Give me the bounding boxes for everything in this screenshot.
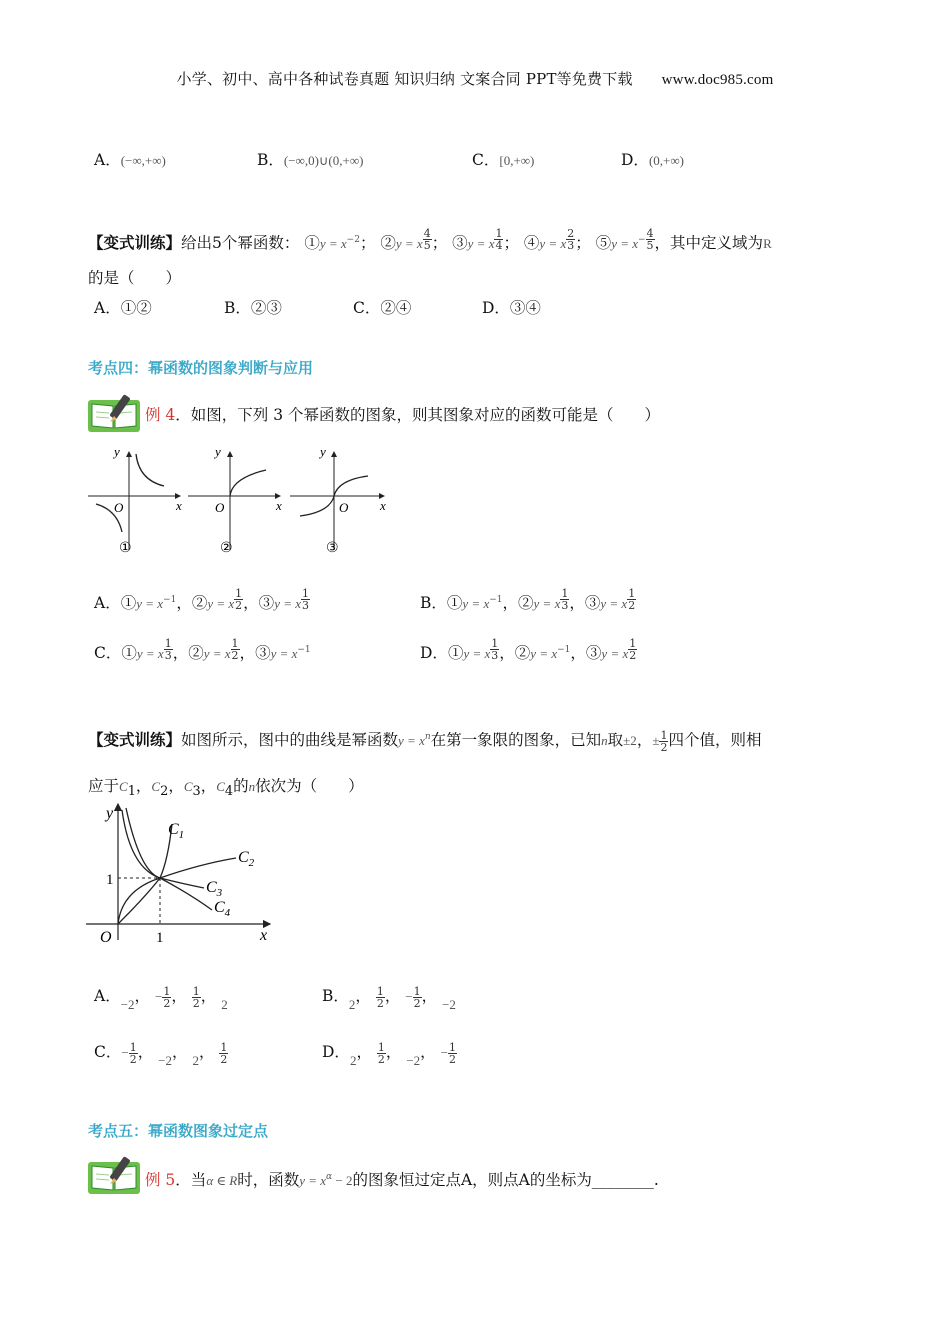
example-label: 例 5 bbox=[145, 1171, 176, 1189]
func-base: y = x bbox=[395, 236, 423, 252]
func-base: y = x bbox=[319, 236, 347, 252]
frac-den: 3 bbox=[561, 599, 569, 612]
graph-2 bbox=[188, 444, 282, 556]
option-label: B． bbox=[420, 594, 447, 613]
item: ② bbox=[518, 594, 534, 613]
domain-symbol: R bbox=[763, 236, 772, 252]
graph-label: ③ bbox=[326, 540, 339, 556]
frac-den: 3 bbox=[164, 649, 172, 662]
func-exp: −1 bbox=[557, 645, 571, 655]
curve bbox=[230, 470, 266, 496]
example4-option-d: D．①y = x $^{\frac{1}{3}}$ ，②y = $x^{-1}$，③y = x $^{\frac{1}{2}}$ bbox=[420, 637, 637, 663]
item: ② bbox=[191, 594, 208, 613]
variant2-graph bbox=[84, 800, 284, 950]
func-base: y = x bbox=[530, 646, 558, 662]
option-label: C． bbox=[94, 644, 122, 663]
exp-fraction bbox=[234, 588, 243, 611]
func-exp: −2 bbox=[346, 235, 360, 245]
stem-text: 应于 bbox=[88, 777, 120, 795]
option-label: C． bbox=[472, 151, 500, 169]
func-num: ⑤ bbox=[595, 234, 612, 253]
func-exp: −1 bbox=[297, 645, 311, 655]
func-base: y = x bbox=[136, 596, 164, 612]
curve-label-c4: $C_4$ bbox=[214, 899, 231, 919]
frac-num: 1 bbox=[628, 587, 636, 600]
func-base: y = x bbox=[463, 646, 491, 662]
variant1-stem-end: 的是（ ） bbox=[88, 269, 182, 287]
variant2-option-d: D．$_2$， $\frac{1}{2}$ ， $_{-2}$， − $\frac{1}{2}$ bbox=[322, 1040, 456, 1068]
frac-den: 3 bbox=[567, 239, 575, 252]
axis-x-label: x bbox=[276, 498, 282, 513]
func-num: ③ bbox=[452, 234, 468, 253]
option-expr: [0,+∞) bbox=[499, 153, 535, 168]
frac-num: 1 bbox=[629, 637, 637, 650]
item: ① bbox=[446, 594, 463, 613]
curve bbox=[136, 454, 164, 486]
func-base: y = x bbox=[274, 596, 301, 612]
item: ③ bbox=[255, 644, 271, 663]
item: ① bbox=[120, 594, 137, 613]
func-base: y = x bbox=[601, 646, 629, 662]
variant2-stem-line2: 应于$C_1$，$C_2$，$C_3$，$C_4$的n依次为（ ） bbox=[88, 777, 364, 800]
func-base: y = x bbox=[270, 646, 298, 662]
prev-option-b bbox=[257, 148, 363, 170]
func-base: y = x bbox=[299, 1173, 327, 1188]
option-label: A． bbox=[94, 151, 121, 169]
prev-option-d bbox=[621, 148, 684, 170]
graph-3 bbox=[290, 444, 386, 556]
axis-y-label: y bbox=[215, 444, 221, 459]
exp-fraction bbox=[231, 638, 240, 661]
variant1-option-b: B．②③ bbox=[224, 299, 282, 317]
tick-one-x: 1 bbox=[156, 930, 164, 946]
func-base: y = x bbox=[136, 646, 164, 662]
option-label: D． bbox=[420, 644, 448, 663]
variant1-stem: 【变式训练】给出5个幂函数： ①y = $x^{-2}$； ②y = x $^{\frac{4}{5}}$ ； ③y = x $^{\frac{1}{4}}$ ； ④y = x $^{\frac{2}{3}}$ ； ⑤y = $x^{- \frac{4}{5}}$ ，其中定义域为R bbox=[88, 227, 772, 253]
condition: α ∈ R bbox=[206, 1173, 238, 1188]
section4-title: 考点四：幂函数的图象判断与应用 bbox=[88, 359, 314, 377]
stem-text: 在第一象限的图象，已知 bbox=[430, 731, 602, 749]
func-tail: − 2 bbox=[332, 1173, 353, 1188]
value-pm2: ±2 bbox=[623, 733, 637, 748]
axis-y-label: y bbox=[320, 444, 326, 459]
origin-label: O bbox=[215, 500, 225, 515]
variant2-option-b: B．$_2$， $\frac{1}{2}$ ， − $\frac{1}{2}$ ， $_{-2}$ bbox=[322, 984, 456, 1012]
func-exp: −1 bbox=[489, 595, 503, 605]
prev-option-a bbox=[94, 148, 166, 170]
variant2-option-c: C．− $\frac{1}{2}$ ， $_{-2}$， $_2$， $\frac{1}{2}$ bbox=[94, 1040, 228, 1068]
example-text: 时，函数 bbox=[237, 1171, 300, 1189]
origin-label: O bbox=[114, 500, 124, 515]
frac-num: 1 bbox=[561, 587, 569, 600]
exp-fraction bbox=[566, 228, 575, 251]
exp-sign: − bbox=[638, 235, 646, 245]
option-expr: (0,+∞) bbox=[648, 153, 684, 168]
example4-stem bbox=[145, 403, 660, 425]
func-num: ④ bbox=[523, 234, 540, 253]
item: ② bbox=[514, 644, 531, 663]
item: ① bbox=[447, 644, 464, 663]
func-base: y = x bbox=[600, 596, 628, 612]
func-num: ② bbox=[380, 234, 396, 253]
axis-y-label: y bbox=[106, 805, 114, 822]
graph-1 bbox=[88, 444, 182, 556]
stem-text: 如图所示，图中的曲线是幂函数 bbox=[181, 731, 399, 749]
frac-num: 2 bbox=[567, 227, 575, 240]
axis-y-label: y bbox=[114, 444, 120, 459]
exp-fraction bbox=[490, 638, 499, 661]
example4-option-b: B．①y = $x^{-1}$，②y = x $^{\frac{1}{3}}$ ，③y = x $^{\frac{1}{2}}$ bbox=[420, 587, 636, 613]
option-label: D． bbox=[322, 1043, 350, 1061]
curve-label-c2: $C_2$ bbox=[238, 849, 255, 869]
exp-fraction bbox=[494, 228, 503, 251]
header-website: www.doc985.com bbox=[661, 72, 774, 88]
curve-name: C bbox=[216, 779, 225, 794]
stem-text: 给出5个幂函数： bbox=[181, 234, 300, 253]
var-n: n bbox=[601, 733, 608, 748]
func-base: y = x bbox=[611, 236, 638, 252]
option-label: A． bbox=[94, 594, 121, 613]
curve-name: C bbox=[183, 779, 193, 794]
variant2-option-a: A．$_{-2}$， − $\frac{1}{2}$ ， $\frac{1}{2}$ ， $_2$ bbox=[94, 984, 228, 1012]
func-exp: α bbox=[326, 1171, 333, 1182]
book-pencil-icon bbox=[86, 392, 144, 434]
frac-num: 4 bbox=[423, 227, 431, 240]
exp-fraction bbox=[560, 588, 569, 611]
frac-num: 1 bbox=[235, 587, 243, 600]
func-base: y = x bbox=[207, 596, 235, 612]
exp-fraction bbox=[627, 588, 636, 611]
frac-num: 1 bbox=[660, 728, 668, 742]
curve-sub: 4 bbox=[224, 784, 234, 800]
exp-fraction bbox=[164, 638, 173, 661]
curve-label-c3: $C_3$ bbox=[206, 879, 223, 899]
func-base: y = x bbox=[539, 236, 567, 252]
variant2-stem-line1: 【变式训练】如图所示，图中的曲线是幂函数$y = x^n$在第一象限的图象，已知n取±2，± $\frac{1}{2}$ 四个值，则相 bbox=[88, 728, 762, 754]
axis-x-label: x bbox=[176, 498, 182, 513]
item: ③ bbox=[585, 644, 602, 663]
stem-text: 取 bbox=[607, 731, 624, 749]
frac-den: 2 bbox=[628, 599, 636, 612]
graph-label: ① bbox=[119, 540, 132, 556]
option-label: C． bbox=[94, 1043, 122, 1061]
axis-x-label: x bbox=[260, 927, 268, 944]
stem-text: 的 bbox=[233, 777, 249, 795]
curve-label-c1: $C_1$ bbox=[168, 821, 185, 841]
frac-den: 3 bbox=[302, 599, 309, 612]
item: ③ bbox=[258, 594, 275, 613]
value-pm: ± bbox=[652, 733, 660, 748]
graph-label: ② bbox=[220, 540, 233, 556]
example-text: ．如图，下列 3 个幂函数的图象，则其图象对应的函数可能是（ ） bbox=[175, 406, 661, 424]
stem-text: ，其中定义域为 bbox=[654, 234, 764, 253]
exp-fraction bbox=[301, 588, 310, 611]
func-exp: −1 bbox=[163, 595, 177, 605]
frac-num: 1 bbox=[495, 227, 503, 240]
option-label: D． bbox=[621, 151, 649, 169]
frac-den: 5 bbox=[646, 239, 654, 252]
page-header bbox=[0, 68, 950, 89]
frac-den: 3 bbox=[491, 649, 499, 662]
example-label: 例 4 bbox=[145, 406, 176, 424]
frac-den: 2 bbox=[235, 599, 243, 612]
frac-num: 1 bbox=[164, 637, 172, 650]
var-n: n bbox=[248, 779, 256, 794]
header-text: 小学、初中、高中各种试卷真题 知识归纳 文案合同 PPT等免费下载 bbox=[176, 70, 633, 88]
item: ② bbox=[188, 644, 204, 663]
variant1-option-d: D．③④ bbox=[482, 299, 541, 317]
frac-num: 1 bbox=[302, 587, 309, 600]
frac-den: 2 bbox=[660, 740, 668, 754]
option-label: B． bbox=[322, 987, 349, 1005]
section5-title: 考点五：幂函数图象过定点 bbox=[88, 1122, 269, 1140]
example-text: 的图象恒过定点A，则点A的坐标为________. bbox=[352, 1171, 659, 1189]
variant1-option-c: C．②④ bbox=[353, 299, 412, 317]
exp-fraction bbox=[423, 228, 432, 251]
exp-fraction bbox=[628, 638, 637, 661]
func-base: y = x bbox=[462, 596, 490, 612]
func-base: y = x bbox=[203, 646, 231, 662]
example4-option-a: A．①y = $x^{-1}$，②y = x $^{\frac{1}{2}}$ ，③y = x $^{\frac{1}{3}}$ bbox=[94, 587, 309, 613]
frac-den: 2 bbox=[231, 649, 239, 662]
func-base: y = x bbox=[467, 236, 495, 252]
curve-c1 bbox=[118, 824, 172, 924]
frac-num: 4 bbox=[646, 227, 654, 240]
variant-tag: 【变式训练】 bbox=[88, 730, 182, 749]
curve-name: C bbox=[151, 779, 161, 794]
frac-num: 1 bbox=[231, 637, 239, 650]
stem-text: 四个值，则相 bbox=[668, 731, 762, 749]
frac-den: 5 bbox=[423, 239, 431, 252]
axis-x-label: x bbox=[380, 498, 386, 513]
example4-option-c: C．①y = x $^{\frac{1}{3}}$ ，②y = x $^{\frac{1}{2}}$ ，③y = $x^{-1}$ bbox=[94, 637, 311, 663]
option-label: B． bbox=[257, 151, 284, 169]
book-pencil-icon bbox=[86, 1154, 144, 1196]
item: ③ bbox=[584, 594, 601, 613]
func-base: y = x bbox=[533, 596, 561, 612]
option-expr: (−∞,+∞) bbox=[120, 153, 166, 168]
variant1-option-a: A．①② bbox=[94, 299, 152, 317]
stem-text: 依次为（ ） bbox=[255, 777, 364, 795]
option-expr: (−∞,0)∪(0,+∞) bbox=[283, 153, 364, 168]
example-text: ．当 bbox=[175, 1171, 207, 1189]
origin-label: O bbox=[339, 500, 349, 515]
exp-fraction bbox=[646, 228, 655, 251]
func-exp: n bbox=[424, 731, 431, 742]
frac-den: 2 bbox=[629, 649, 637, 662]
func-num: ① bbox=[304, 234, 320, 253]
frac-num: 1 bbox=[491, 637, 499, 650]
option-label: A． bbox=[94, 987, 121, 1005]
example5-stem bbox=[145, 1168, 659, 1190]
curve-sub: 2 bbox=[160, 784, 169, 800]
tick-one-y: 1 bbox=[106, 872, 114, 888]
curve-sub: 3 bbox=[192, 784, 201, 800]
origin-label: O bbox=[100, 929, 112, 946]
prev-option-c bbox=[472, 148, 534, 170]
variant-tag: 【变式训练】 bbox=[88, 233, 182, 253]
func-base: y = x bbox=[398, 733, 425, 748]
curve-sub: 1 bbox=[127, 784, 136, 800]
item: ① bbox=[121, 644, 137, 663]
curve-name: C bbox=[119, 779, 128, 794]
frac-den: 4 bbox=[495, 239, 503, 252]
example4-graphs bbox=[84, 440, 394, 560]
